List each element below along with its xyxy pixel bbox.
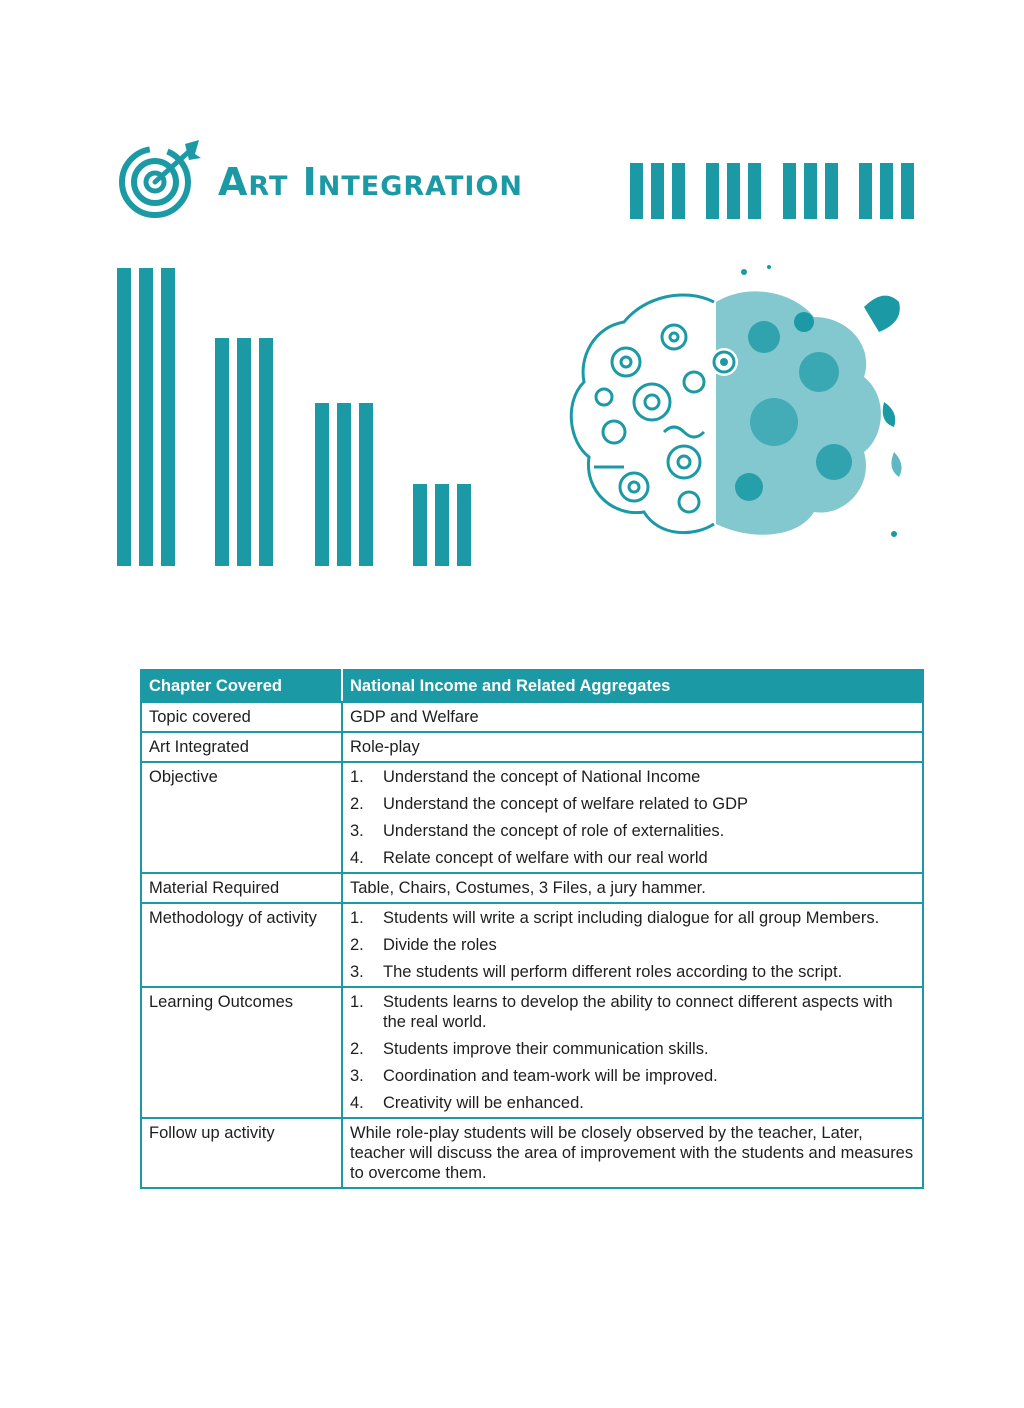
list-item: 1. Students learns to develop the ability to connect different aspects with the real world.: [350, 993, 893, 1031]
row-label: Learning Outcomes: [141, 987, 342, 1118]
list-item: 3. Understand the concept of role of externalities.: [350, 822, 725, 840]
decorative-bars-graphic: [115, 266, 480, 566]
methodology-list: [350, 908, 915, 982]
brain-illustration-icon: [564, 262, 924, 562]
header-value: National Income and Related Aggregates: [342, 670, 923, 702]
table-header-row: [141, 670, 923, 702]
row-label: Material Required: [141, 873, 342, 903]
table-row-material: [141, 873, 923, 903]
row-label: Art Integrated: [141, 732, 342, 762]
row-value: Role-play: [342, 732, 923, 762]
activity-table: [140, 669, 924, 1189]
row-label: Topic covered: [141, 702, 342, 732]
list-item: 2. Students improve their communication skills.: [350, 1040, 709, 1058]
objective-list: [350, 767, 915, 868]
list-item: 3. Coordination and team-work will be improved.: [350, 1067, 718, 1085]
table-row-topic: [141, 702, 923, 732]
list-item: 3. The students will perform different roles according to the script.: [350, 963, 843, 981]
table-row-methodology: [141, 903, 923, 987]
row-value: [342, 987, 923, 1118]
page-header: [115, 140, 925, 230]
list-item: 4. Relate concept of welfare with our real world: [350, 849, 708, 867]
target-arrow-icon: [115, 140, 207, 220]
outcomes-list: [350, 992, 915, 1113]
list-item: 4. Creativity will be enhanced.: [350, 1094, 584, 1112]
header-label: Chapter Covered: [141, 670, 342, 702]
row-value: [342, 903, 923, 987]
row-value: [342, 762, 923, 873]
page-title: Art Integration: [218, 160, 523, 204]
table-row-objective: [141, 762, 923, 873]
row-label: Objective: [141, 762, 342, 873]
list-item: 1. Understand the concept of National Income: [350, 768, 701, 786]
table-row-learning-outcomes: [141, 987, 923, 1118]
table-row-follow-up: [141, 1118, 923, 1188]
row-label: Methodology of activity: [141, 903, 342, 987]
decorative-stripes: [630, 163, 920, 219]
list-item: 1. Students will write a script including dialogue for all group Members.: [350, 909, 880, 927]
row-value: Table, Chairs, Costumes, 3 Files, a jury hammer.: [342, 873, 923, 903]
row-value: While role-play students will be closely observed by the teacher, Later, teacher will discuss the area of improvement with the students and measures to overcome them.: [342, 1118, 923, 1188]
row-value: GDP and Welfare: [342, 702, 923, 732]
list-item: 2. Understand the concept of welfare related to GDP: [350, 795, 749, 813]
table-row-art-integrated: [141, 732, 923, 762]
list-item: 2. Divide the roles: [350, 936, 497, 954]
row-label: Follow up activity: [141, 1118, 342, 1188]
